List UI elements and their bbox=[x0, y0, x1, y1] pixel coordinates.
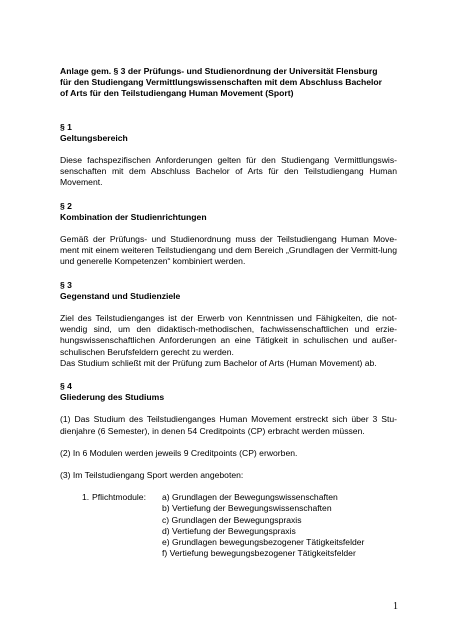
page-number: 1 bbox=[393, 601, 398, 612]
title-line: Anlage gem. § 3 der Prüfungs- und Studienordnung der Universität Flensburg bbox=[60, 66, 378, 76]
section-heading: Kombination der Studienrichtungen bbox=[60, 211, 207, 222]
paragraph-3: (3) Im Teilstudiengang Sport werden angeboten: bbox=[60, 470, 244, 481]
list-label: Pflichtmodule: bbox=[92, 492, 146, 503]
paragraph-1: (1) Das Studium des Teilstudienganges Human Movement erstreckt sich über 3 Stu-dienjahre (6 Semester), in denen 54 Creditpoints (CP) erbracht werden müssen. bbox=[60, 414, 397, 436]
document-title bbox=[60, 66, 397, 100]
list-item: a) Grundlagen der Bewegungswissenschaften bbox=[162, 492, 338, 503]
section-heading: Geltungsbereich bbox=[60, 132, 128, 143]
section-1 bbox=[60, 122, 397, 189]
section-3 bbox=[60, 280, 397, 369]
list-item: c) Grundlagen der Bewegungspraxis bbox=[162, 514, 302, 525]
module-list bbox=[82, 492, 397, 559]
section-4 bbox=[60, 381, 397, 559]
list-item: f) Vertiefung bewegungsbezogener Tätigkeitsfelder bbox=[162, 548, 356, 559]
section-text: Das Studium schließt mit der Prüfung zum Bachelor of Arts (Human Movement) ab. bbox=[60, 357, 377, 368]
title-line: für den Studiengang Vermittlungswissenschaften mit dem Abschluss Bachelor bbox=[60, 77, 383, 88]
module-items bbox=[162, 492, 397, 559]
section-2 bbox=[60, 201, 397, 268]
list-item: b) Vertiefung der Bewegungswissenschaften bbox=[162, 503, 332, 514]
paragraph-2: (2) In 6 Modulen werden jeweils 9 Creditpoints (CP) erworben. bbox=[60, 447, 298, 458]
document-body bbox=[60, 66, 397, 560]
section-number: § 2 bbox=[60, 200, 72, 211]
section-number: § 1 bbox=[60, 121, 72, 132]
section-number: § 3 bbox=[60, 279, 72, 290]
section-text: Diese fachspezifischen Anforderungen gelten für den Studiengang Vermittlungswis-senschaften mit dem Abschluss Bachelor of Arts für den Teilstudiengang Human Movement. bbox=[60, 155, 397, 188]
list-item: e) Grundlagen bewegungsbezogener Tätigkeitsfelder bbox=[162, 537, 365, 548]
list-item: d) Vertiefung der Bewegungspraxis bbox=[162, 525, 296, 536]
list-number: 1. bbox=[82, 492, 90, 503]
section-text: Gemäß der Prüfungs- und Studienordnung muss der Teilstudiengang Human Move-ment mit einem weiteren Teilstudiengang und dem Bereich „Grundlagen der Vermitt-lung und generelle Kompetenzen“ kombiniert werden. bbox=[60, 234, 397, 267]
section-heading: Gegenstand und Studienziele bbox=[60, 290, 181, 301]
section-text: Ziel des Teilstudienganges ist der Erwerb von Kenntnissen und Fähigkeiten, die not-wendig sind, um den didaktisch-methodischen, fachwissenschaftlichen und erzie-hungswissenschaftlichen Anforderungen an eine Tätigkeit in schulischen und außer-schulischen Berufsfeldern gerecht zu werden. bbox=[60, 313, 397, 357]
section-heading: Gliederung des Studiums bbox=[60, 392, 165, 403]
title-line: of Arts für den Teilstudiengang Human Movement (Sport) bbox=[60, 88, 294, 99]
section-number: § 4 bbox=[60, 381, 72, 392]
